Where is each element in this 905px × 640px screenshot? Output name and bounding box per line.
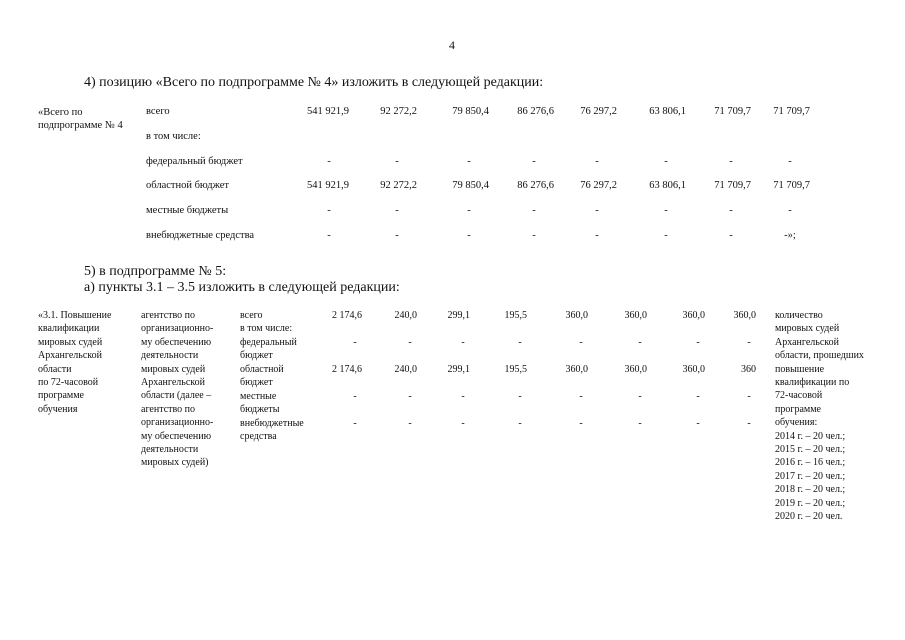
table1-cell: - [595,230,599,241]
table2-cell: - [638,418,642,429]
table1-cell: - [532,156,536,167]
paragraph-5: 5) в подпрограмме № 5: [84,264,227,279]
table1-cell: 79 850,4 [452,106,489,117]
table1-cell: 86 276,6 [517,180,554,191]
table2-cell: - [696,391,700,402]
table2-cell: - [696,337,700,348]
table1-cell: 541 921,9 [307,180,349,191]
table1-cell: - [327,230,331,241]
table2-cell: 195,5 [504,364,527,375]
page-number: 4 [449,38,455,52]
table1-cell: - [532,205,536,216]
table1-cell: 541 921,9 [307,106,349,117]
table2-cell: 299,1 [447,364,470,375]
table2-row-label: местные бюджеты [240,391,280,416]
table2-cell: 360,0 [624,310,647,321]
table2-cell: - [579,391,583,402]
table2-cell: - [638,337,642,348]
table1-cell: 79 850,4 [452,180,489,191]
table1-cell: 86 276,6 [517,106,554,117]
table1-row-label: внебюджетные средства [146,230,255,241]
table2-cell: 360,0 [733,310,756,321]
table2-cell: - [461,337,465,348]
table2-row-label: областной бюджет [240,364,284,389]
table2-cell: 360 [741,364,756,375]
table1-cell: - [467,205,471,216]
paragraph-5a: а) пункты 3.1 – 3.5 изложить в следующей редакции: [84,280,400,295]
table1-cell: - [395,156,399,167]
paragraph-4: 4) позицию «Всего по подпрограмме № 4» изложить в следующей редакции: [84,75,544,90]
table1-cell: 76 297,2 [580,106,617,117]
table1-cell: 76 297,2 [580,180,617,191]
table1-cell: - [729,156,733,167]
table1-cell: - [664,156,668,167]
table2-row-label: внебюджетные средства [240,418,304,443]
table1-cell: - [595,156,599,167]
table1-cell: - [395,205,399,216]
table1-row-label: федеральный бюджет [146,156,243,167]
table1-cell: - [395,230,399,241]
table2-cell: 240,0 [394,310,417,321]
item-title: «3.1. Повышение квалификации мировых судей Архангельской области по 72-часовой программе обучения [38,310,112,415]
table1-row-label: в том числе: [146,131,201,142]
table2-cell: - [747,391,751,402]
table1-cell: 71 709,7 [714,106,751,117]
table2-cell: 360,0 [565,310,588,321]
table2-cell: 360,0 [682,310,705,321]
item-result: количество мировых судей Архангельской области, прошедших повышение квалификации по 72-часовой программе обучения: 2014 г. – 20 чел.; 2015 г. – 20 чел.; 2016 г. – 16 чел.; 2017 г. – 20 чел.; 2018 г. – 20 чел.; 2019 г. – 20 чел.; 2020 г. – 20 чел. [775,310,864,523]
table2-cell: - [408,337,412,348]
table2-cell: - [579,418,583,429]
table1-cell: - [327,156,331,167]
table2-cell: - [408,418,412,429]
table2-cell: 240,0 [394,364,417,375]
table1-cell: 71 709,7 [773,106,810,117]
table2-cell: 195,5 [504,310,527,321]
table2-cell: - [353,391,357,402]
table1-cell: - [532,230,536,241]
table1-cell: -»; [784,230,796,241]
table1-row-label: всего [146,106,170,117]
table2-cell: - [353,337,357,348]
table2-cell: - [747,337,751,348]
table1-cell: 92 272,2 [380,180,417,191]
item-executor: агентство по организационно- му обеспечению деятельности мировых судей Архангельской области (далее – агентство по организационно- му обеспечению деятельности мировых судей) [141,310,214,469]
table1-cell: - [664,230,668,241]
table2-cell: - [518,418,522,429]
table1-cell: - [467,230,471,241]
table1-cell: - [729,230,733,241]
table1-cell: 71 709,7 [714,180,751,191]
table1-cell: - [788,205,792,216]
table2-row-label: всего в том числе: [240,310,293,335]
table1-cell: - [467,156,471,167]
table1-cell: - [664,205,668,216]
table1-cell: - [729,205,733,216]
table2-row-label: федеральный бюджет [240,337,297,362]
table2-cell: - [638,391,642,402]
table1-cell: - [788,156,792,167]
table2-cell: - [518,391,522,402]
table2-cell: - [518,337,522,348]
table2-cell: - [461,391,465,402]
table1-row-label: областной бюджет [146,180,229,191]
table1-cell: - [327,205,331,216]
table1-cell: - [595,205,599,216]
table1-cell: 63 806,1 [649,106,686,117]
table2-cell: 2 174,6 [332,364,362,375]
table2-cell: - [747,418,751,429]
table2-cell: 299,1 [447,310,470,321]
table1-cell: 92 272,2 [380,106,417,117]
table1-row-label: местные бюджеты [146,205,229,216]
table2-cell: - [408,391,412,402]
table2-cell: 360,0 [682,364,705,375]
table2-cell: - [696,418,700,429]
table1-label: «Всего по подпрограмме № 4 [38,107,123,131]
table2-cell: 360,0 [624,364,647,375]
table2-cell: - [353,418,357,429]
table2-cell: - [461,418,465,429]
table2-cell: - [579,337,583,348]
table1-cell: 63 806,1 [649,180,686,191]
table2-cell: 2 174,6 [332,310,362,321]
table1-cell: 71 709,7 [773,180,810,191]
table2-cell: 360,0 [565,364,588,375]
